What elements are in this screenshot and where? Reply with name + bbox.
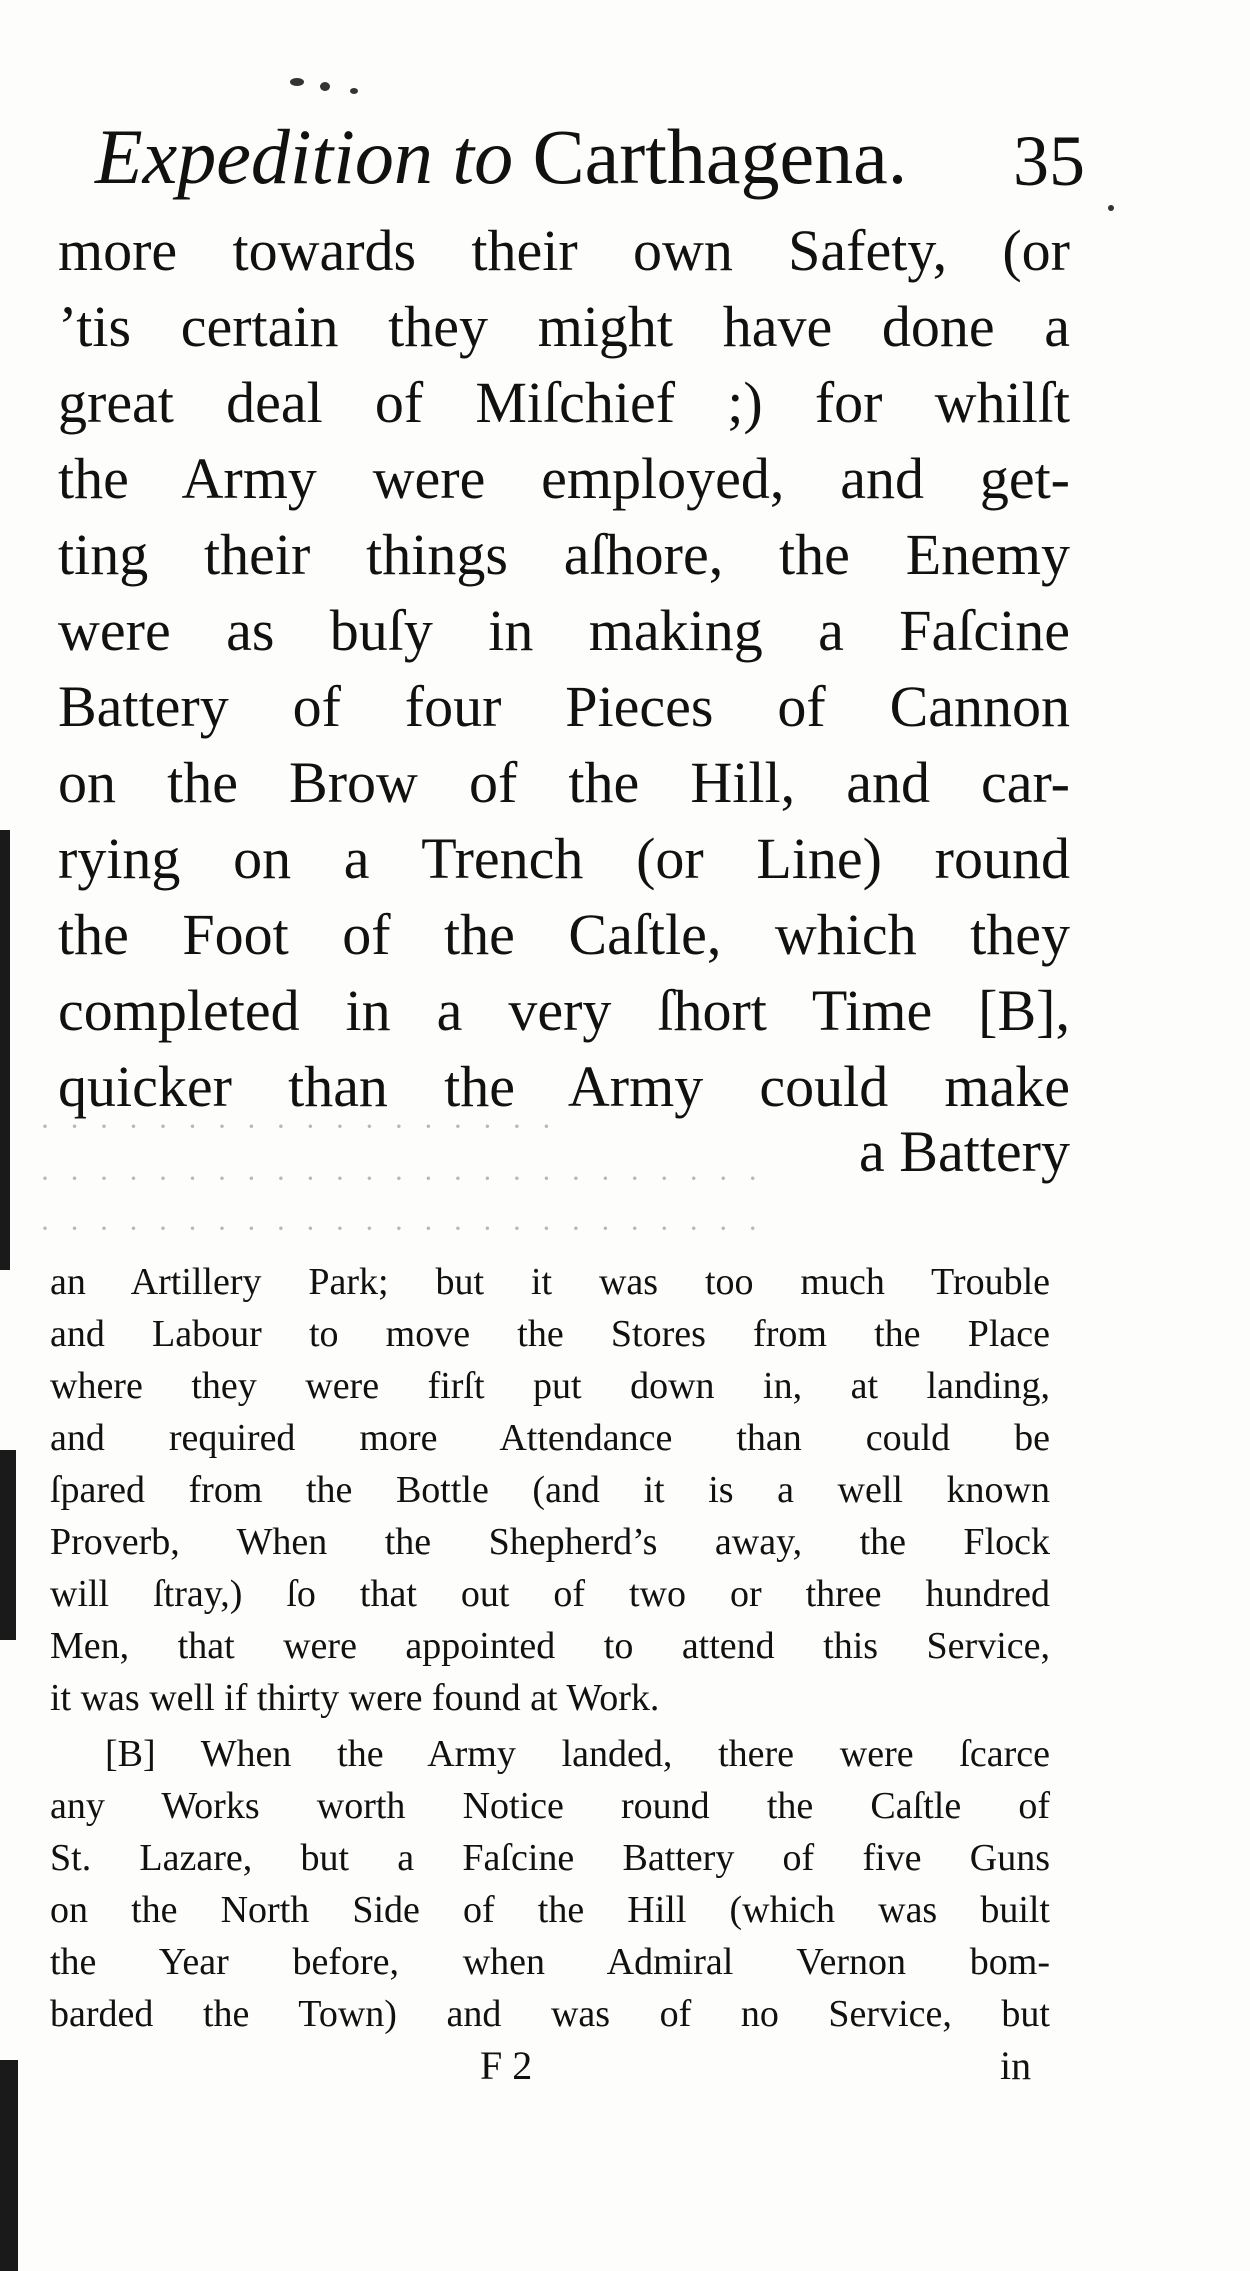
- note-line: where they were firſt put down in, at landing,: [50, 1365, 1050, 1407]
- body-line: ’tis certain they might have done a: [58, 294, 1070, 359]
- body-line: the Foot of the Caſtle, which they: [58, 902, 1070, 967]
- header-title-italic: Expedition to: [95, 113, 514, 200]
- body-line: Battery of four Pieces of Cannon: [58, 674, 1070, 739]
- running-header: [95, 112, 1085, 202]
- note-line: will ſtray,) ſo that out of two or three hundred: [50, 1573, 1050, 1615]
- note-line: on the North Side of the Hill (which was built: [50, 1889, 1050, 1931]
- note-line: any Works worth Notice round the Caſtle of: [50, 1785, 1050, 1827]
- note-line: the Year before, when Admiral Vernon bom-: [50, 1941, 1050, 1983]
- note-line: it was well if thirty were found at Work.: [50, 1677, 660, 1719]
- ink-speck: [1108, 205, 1114, 211]
- note-line: St. Lazare, but a Faſcine Battery of five Guns: [50, 1837, 1050, 1879]
- note-line: ſpared from the Bottle (and it is a well known: [50, 1469, 1050, 1511]
- catchword: in: [1000, 2043, 1032, 2088]
- body-line: ting their things aſhore, the Enemy: [58, 522, 1070, 587]
- signature-mark: F 2: [480, 2043, 533, 2088]
- bleed-through-text: · · · · · · · · · · · · · · · · · · · · · · · · ·: [40, 1212, 764, 1244]
- bleed-through-text: · · · · · · · · · · · · · · · · · · · · · · · · ·: [40, 1162, 764, 1194]
- note-line: barded the Town) and was of no Service, but: [50, 1993, 1050, 2035]
- scan-edge-mark: [0, 2060, 18, 2271]
- body-line: completed in a very ſhort Time [B],: [58, 978, 1070, 1043]
- ink-speck: [290, 78, 304, 86]
- page-number: 35: [1013, 121, 1085, 201]
- note-line: Men, that were appointed to attend this Service,: [50, 1625, 1050, 1667]
- body-line: great deal of Miſchief ;) for whilſt: [58, 370, 1070, 435]
- body-line: rying on a Trench (or Line) round: [58, 826, 1070, 891]
- body-line: the Army were employed, and get-: [58, 446, 1070, 511]
- ink-speck: [320, 82, 330, 91]
- body-line: on the Brow of the Hill, and car-: [58, 750, 1070, 815]
- note-line: an Artillery Park; but it was too much Trouble: [50, 1261, 1050, 1303]
- note-line: [B] When the Army landed, there were ſcarce: [105, 1733, 1050, 1775]
- body-line: were as buſy in making a Faſcine: [58, 598, 1070, 663]
- note-line: Proverb, When the Shepherd’s away, the Flock: [50, 1521, 1050, 1563]
- note-line: and required more Attendance than could be: [50, 1417, 1050, 1459]
- header-title-roman: Carthagena.: [532, 113, 908, 200]
- body-line: quicker than the Army could make: [58, 1054, 1070, 1119]
- body-line: more towards their own Safety, (or: [58, 218, 1070, 283]
- note-line: and Labour to move the Stores from the Place: [50, 1313, 1050, 1355]
- ink-speck: [350, 88, 358, 94]
- scan-edge-mark: [0, 830, 10, 1270]
- scan-edge-mark: [0, 1450, 16, 1640]
- bleed-through-text: · · · · · · · · · · · · · · · · · ·: [40, 1110, 558, 1142]
- body-line: a Battery: [859, 1119, 1070, 1184]
